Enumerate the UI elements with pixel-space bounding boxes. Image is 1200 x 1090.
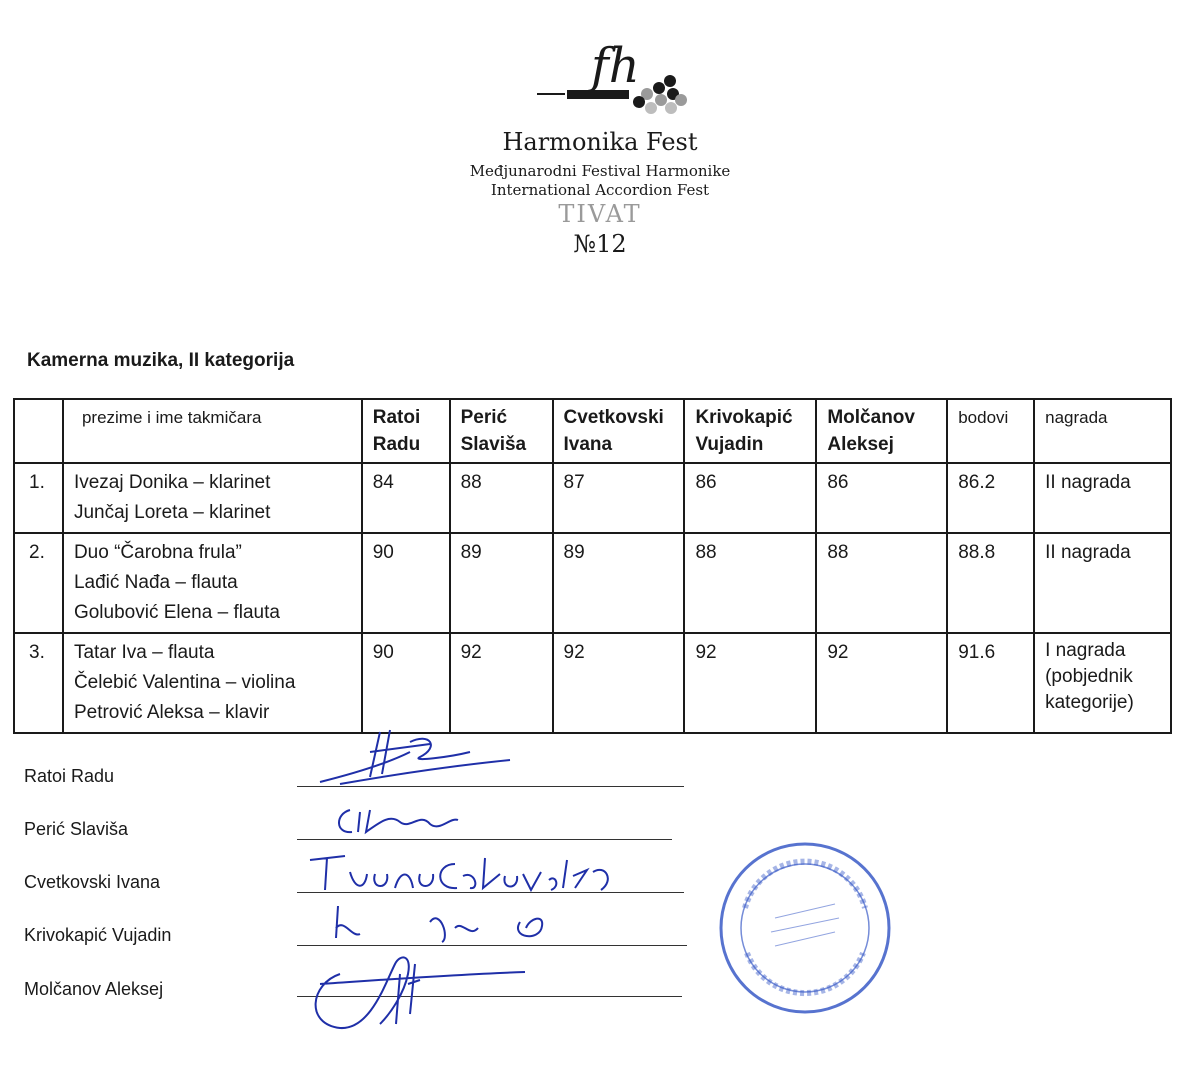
row-number: 1. xyxy=(14,463,63,533)
header-judge-line1: Ratoi xyxy=(372,407,421,428)
score-cell: 92 xyxy=(450,633,553,733)
festival-city: TIVAT xyxy=(558,200,642,228)
festival-title: Harmonika Fest xyxy=(502,128,698,156)
points-cell: 86.2 xyxy=(947,463,1034,533)
points-cell: 91.6 xyxy=(947,633,1034,733)
official-stamp-icon xyxy=(715,838,895,1018)
signature-1-icon xyxy=(300,722,520,792)
header-judge xyxy=(553,399,685,463)
header-judge-line2: Vujadin xyxy=(695,434,764,455)
points-cell: 88.8 xyxy=(947,533,1034,633)
score-cell: 92 xyxy=(684,633,816,733)
award-line: (pobjednik xyxy=(1045,666,1133,687)
score-cell: 92 xyxy=(553,633,685,733)
row-number: 3. xyxy=(14,633,63,733)
award-line: II nagrada xyxy=(1045,542,1131,563)
signatory-name: Perić Slaviša xyxy=(24,819,129,839)
score-cell: 88 xyxy=(450,463,553,533)
member-line: Duo “Čarobna frula” xyxy=(73,542,242,563)
score-cell: 87 xyxy=(553,463,685,533)
header-points: bodovi xyxy=(947,399,1034,463)
header-contestant: prezime i ime takmičara xyxy=(63,399,362,463)
table-row xyxy=(14,533,1171,633)
festival-subtitle-en: International Accordion Fest xyxy=(490,181,710,199)
festival-edition: №12 xyxy=(573,230,627,258)
header-judge-line1: Perić xyxy=(460,407,508,428)
member-line: Ivezaj Donika – klarinet xyxy=(73,472,271,493)
header-judge-line2: Slaviša xyxy=(460,434,527,455)
member-line: Golubović Elena – flauta xyxy=(73,602,280,623)
signatory-name: Ratoi Radu xyxy=(24,766,115,786)
signatory-name: Krivokapić Vujadin xyxy=(24,925,172,945)
header-judge xyxy=(684,399,816,463)
award-cell xyxy=(1034,533,1171,633)
row-members xyxy=(63,463,362,533)
score-cell: 89 xyxy=(553,533,685,633)
header-judge-line1: Molčanov xyxy=(827,407,915,428)
score-cell: 88 xyxy=(684,533,816,633)
score-cell: 86 xyxy=(816,463,947,533)
table-header-row xyxy=(14,399,1171,463)
score-cell: 92 xyxy=(816,633,947,733)
signature-4-icon xyxy=(330,898,570,948)
award-line: I nagrada xyxy=(1045,640,1126,661)
results-table xyxy=(13,398,1172,734)
festival-logo-block xyxy=(0,28,1200,268)
member-line: Lađić Nađa – flauta xyxy=(73,572,238,593)
signature-3-icon xyxy=(305,850,645,898)
member-line: Tatar Iva – flauta xyxy=(73,642,215,663)
member-line: Junčaj Loreta – klarinet xyxy=(73,502,271,523)
score-cell: 90 xyxy=(362,533,450,633)
row-members xyxy=(63,633,362,733)
signature-section xyxy=(0,730,1200,1070)
member-line: Petrović Aleksa – klavir xyxy=(73,702,270,723)
award-line: II nagrada xyxy=(1045,472,1131,493)
header-judge-line1: Cvetkovski xyxy=(563,407,664,428)
signature-2-icon xyxy=(330,802,470,842)
header-judge xyxy=(450,399,553,463)
harmonika-fest-logo-icon xyxy=(535,36,695,116)
header-judge-line1: Krivokapić xyxy=(695,407,793,428)
score-cell: 90 xyxy=(362,633,450,733)
festival-subtitle-local: Međjunarodni Festival Harmonike xyxy=(469,162,731,180)
header-judge-line2: Ivana xyxy=(563,434,613,455)
award-line: kategorije) xyxy=(1045,692,1134,713)
signatory-name: Molčanov Aleksej xyxy=(24,979,164,999)
score-cell: 88 xyxy=(816,533,947,633)
table-row xyxy=(14,633,1171,733)
score-cell: 89 xyxy=(450,533,553,633)
row-number: 2. xyxy=(14,533,63,633)
header-judge xyxy=(362,399,450,463)
header-judge xyxy=(816,399,947,463)
award-cell xyxy=(1034,633,1171,733)
signature-5-icon xyxy=(300,944,530,1034)
score-cell: 84 xyxy=(362,463,450,533)
header-judge-line2: Aleksej xyxy=(827,434,894,455)
score-cell: 86 xyxy=(684,463,816,533)
header-award: nagrada xyxy=(1034,399,1171,463)
section-title: Kamerna muzika, II kategorija xyxy=(27,350,295,371)
award-cell xyxy=(1034,463,1171,533)
row-members xyxy=(63,533,362,633)
table-row xyxy=(14,463,1171,533)
svg-text:fh: fh xyxy=(591,38,640,94)
header-num-cell xyxy=(14,399,63,463)
member-line: Čelebić Valentina – violina xyxy=(73,672,296,693)
header-judge-line2: Radu xyxy=(372,434,421,455)
signatory-name: Cvetkovski Ivana xyxy=(24,872,161,892)
